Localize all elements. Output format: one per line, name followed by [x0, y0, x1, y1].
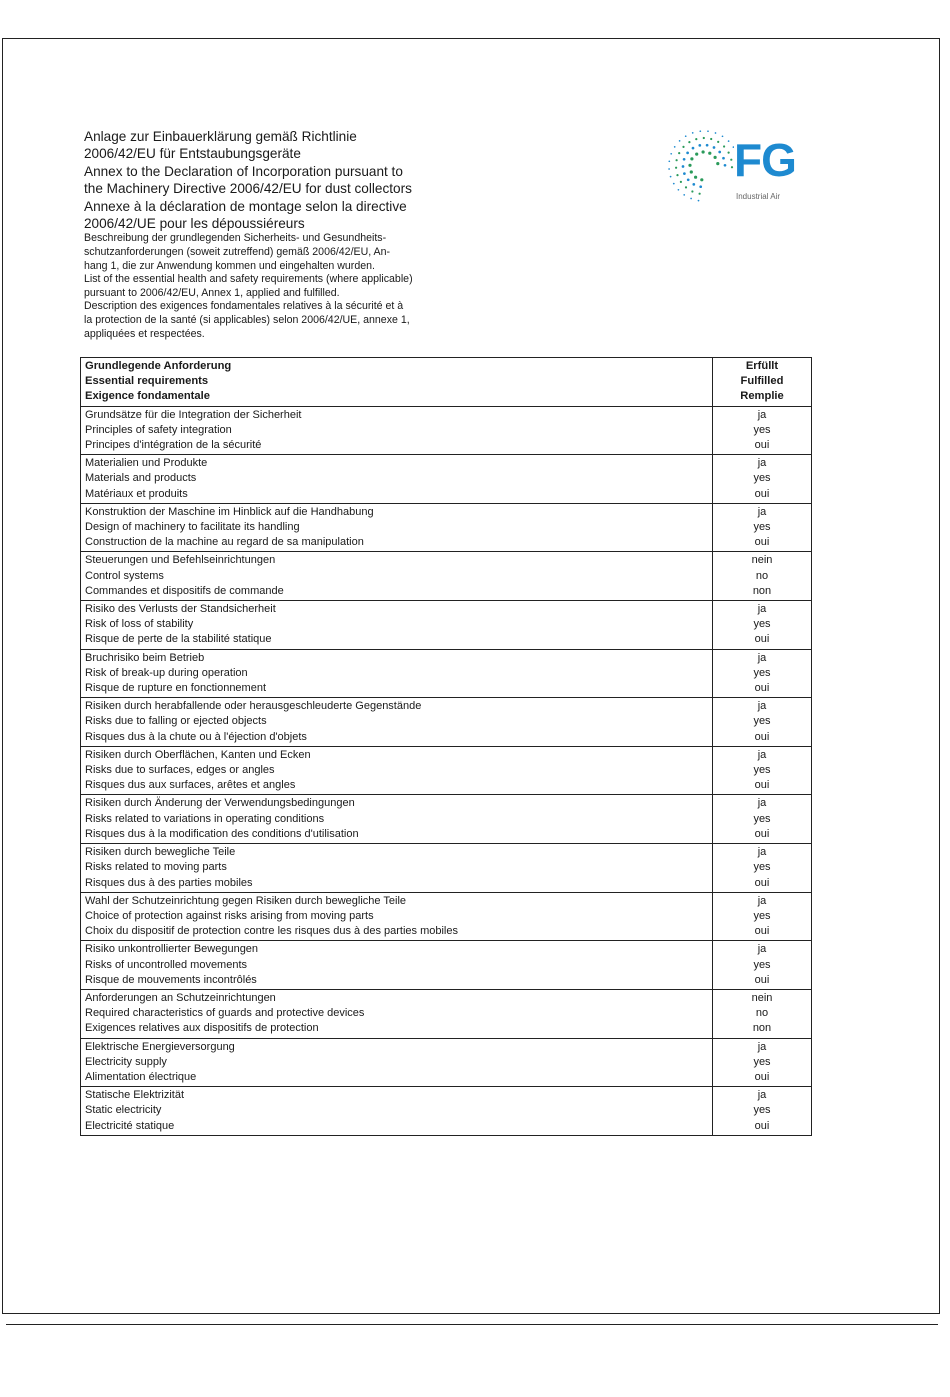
fulfilled-cell-line: yes — [753, 909, 771, 922]
logo-dot — [702, 150, 705, 153]
description-line: List of the essential health and safety requirements (where applicable) — [84, 273, 413, 286]
table-row — [81, 649, 812, 698]
requirement-cell-line: Electricity supply — [85, 1055, 167, 1068]
fulfilled-cell-line: ja — [757, 943, 767, 956]
logo-dot — [676, 159, 678, 161]
title-line: 2006/42/UE pour les dépoussiéreurs — [84, 216, 305, 232]
fulfilled-cell-line: ja — [757, 748, 767, 761]
logo-dot — [698, 200, 700, 202]
document-heading — [84, 128, 644, 341]
logo-dot — [698, 144, 701, 147]
logo-dot — [728, 152, 730, 154]
requirement-cell-line: Anforderungen an Schutzeinrichtungen — [85, 991, 276, 1004]
fulfilled-cell-line: oui — [754, 1070, 770, 1083]
logo-dot — [692, 132, 694, 134]
fulfilled-cell-line: ja — [757, 603, 767, 616]
requirement-cell — [81, 989, 713, 1038]
fulfilled-cell-line: ja — [757, 1040, 767, 1053]
fulfilled-cell-line: no — [755, 1007, 769, 1020]
fulfilled-cell-line: ja — [757, 1089, 767, 1102]
title-line: the Machinery Directive 2006/42/EU for dust collectors — [84, 181, 412, 197]
logo-dot — [673, 183, 675, 185]
requirement-cell-line: Exigences relatives aux dispositifs de protection — [85, 1022, 319, 1035]
requirement-cell — [81, 601, 713, 650]
logo-dot — [683, 172, 686, 175]
logo-dot — [670, 176, 672, 178]
requirements-table — [80, 357, 812, 1136]
fulfilled-cell — [713, 1087, 812, 1136]
requirement-cell-line: Design of machinery to facilitate its handling — [85, 521, 300, 534]
header-requirement-line: Exigence fondamentale — [85, 390, 210, 403]
table-row — [81, 941, 812, 990]
description-line: hang 1, die zur Anwendung kommen und eingehalten wurden. — [84, 259, 375, 272]
logo-dot — [706, 144, 709, 147]
requirement-cell-line: Risks related to variations in operating conditions — [85, 812, 325, 825]
logo-dot — [676, 174, 678, 176]
fulfilled-cell-line: ja — [757, 700, 767, 713]
title-line: Annex to the Declaration of Incorporation pursuant to — [84, 163, 403, 179]
requirement-cell-line: Principles of safety integration — [85, 423, 232, 436]
fulfilled-cell-line: oui — [754, 487, 770, 500]
logo-dot — [731, 166, 733, 168]
fulfilled-cell-line: oui — [754, 536, 770, 549]
logo-dot — [722, 135, 724, 137]
title-line: 2006/42/EU für Entstaubungsgeräte — [84, 146, 301, 162]
requirement-cell — [81, 503, 713, 552]
fulfilled-cell-line: nein — [751, 554, 773, 567]
requirement-cell-line: Risques dus à des parties mobiles — [85, 876, 253, 889]
header-fulfilled-line: Erfüllt — [745, 360, 779, 372]
requirement-cell-line: Risiko des Verlusts der Standsicherheit — [85, 603, 276, 616]
table-row — [81, 746, 812, 795]
logo-dot — [700, 178, 703, 181]
fulfilled-cell — [713, 746, 812, 795]
fulfilled-cell — [713, 989, 812, 1038]
fulfilled-cell-line: yes — [753, 715, 771, 728]
logo-dot — [678, 189, 680, 191]
table-row — [81, 406, 812, 455]
logo-dot — [730, 159, 732, 161]
table-header-row — [81, 358, 812, 407]
fulfilled-cell-line: yes — [753, 812, 771, 825]
logo-dot — [690, 157, 693, 160]
fulfilled-cell — [713, 455, 812, 504]
requirement-cell-line: Risque de mouvements incontrôlés — [85, 973, 257, 986]
logo-dot — [678, 152, 680, 154]
fulfilled-cell-line: oui — [754, 682, 770, 695]
requirement-cell-line: Materialien und Produkte — [85, 457, 208, 470]
logo-dot — [686, 152, 689, 155]
logo-dot — [703, 137, 705, 139]
fulfilled-cell — [713, 552, 812, 601]
fulfilled-cell-line: ja — [757, 408, 767, 421]
fulfilled-cell-line: oui — [754, 633, 770, 646]
requirement-cell-line: Risiken durch herabfallende oder herausgeschleuderte Gegenstände — [85, 700, 422, 713]
description-line: Description des exigences fondamentales relatives à la sécurité et à — [84, 300, 404, 313]
logo-dot — [682, 165, 685, 168]
logo-dot — [691, 190, 693, 192]
logo-dot — [699, 130, 701, 132]
requirement-cell-line: Risque de perte de la stabilité statique — [85, 633, 272, 646]
fulfilled-cell-line: ja — [757, 457, 767, 470]
title-line: Annexe à la déclaration de montage selon la directive — [84, 198, 407, 214]
logo-dot — [683, 194, 685, 196]
fulfilled-cell-line: oui — [754, 439, 770, 452]
table-row — [81, 503, 812, 552]
logo-dot-swirl-icon — [660, 124, 734, 208]
requirement-cell-line: Risiko unkontrollierter Bewegungen — [85, 943, 259, 956]
logo-dot — [685, 186, 687, 188]
fulfilled-cell-line: oui — [754, 876, 770, 889]
requirement-cell-line: Risque de rupture en fonctionnement — [85, 682, 267, 695]
requirement-cell-line: Bruchrisiko beim Betrieb — [85, 651, 205, 664]
requirement-cell-line: Risques dus à la modification des conditions d'utilisation — [85, 827, 359, 840]
fulfilled-cell — [713, 941, 812, 990]
requirement-cell-line: Elektrische Energieversorgung — [85, 1040, 235, 1053]
logo-dot — [670, 153, 672, 155]
requirement-cell-line: Choix du dispositif de protection contre les risques dus à des parties mobiles — [85, 925, 458, 938]
footer-rule — [6, 1324, 938, 1325]
logo-dot — [682, 146, 684, 148]
fulfilled-cell — [713, 601, 812, 650]
fulfilled-cell-line: ja — [757, 797, 767, 810]
logo-dot — [714, 156, 717, 159]
logo-dot — [680, 181, 682, 183]
table-row — [81, 455, 812, 504]
logo-dot — [690, 198, 692, 200]
requirement-cell-line: Materials and products — [85, 472, 197, 485]
logo-dot — [723, 145, 725, 147]
description-line: Beschreibung der grundlegenden Sicherheits- und Gesundheits- — [84, 232, 387, 245]
logo-dot — [690, 170, 693, 173]
requirement-cell — [81, 892, 713, 941]
fg-logo — [660, 124, 816, 208]
logo-dot — [692, 147, 695, 150]
fulfilled-cell-line: oui — [754, 827, 770, 840]
logo-dot — [688, 164, 691, 167]
requirement-cell-line: Static electricity — [85, 1104, 162, 1117]
fulfilled-cell — [713, 406, 812, 455]
fulfilled-cell-line: oui — [754, 779, 770, 792]
fulfilled-cell-line: yes — [753, 521, 771, 534]
requirement-cell — [81, 1087, 713, 1136]
fulfilled-cell-line: yes — [753, 618, 771, 631]
requirement-cell-line: Statische Elektrizität — [85, 1089, 185, 1102]
fulfilled-cell-line: yes — [753, 958, 771, 971]
requirement-cell-line: Grundsätze für die Integration der Sicherheit — [85, 408, 302, 421]
requirement-cell-line: Construction de la machine au regard de sa manipulation — [85, 536, 364, 549]
description-line: pursuant to 2006/42/EU, Annex 1, applied and fulfilled. — [84, 286, 340, 299]
requirement-cell-line: Commandes et dispositifs de commande — [85, 584, 284, 597]
fulfilled-cell-line: yes — [753, 1104, 771, 1117]
logo-dot — [688, 141, 690, 143]
fulfilled-cell-line: yes — [753, 861, 771, 874]
fulfilled-cell-line: yes — [753, 1055, 771, 1068]
logo-dot — [699, 193, 701, 195]
fulfilled-cell-line: ja — [757, 651, 767, 664]
logo-dot — [674, 146, 676, 148]
description-line: la protection de la santé (si applicables) selon 2006/42/UE, annexe 1, — [84, 314, 410, 326]
header-requirement — [81, 358, 713, 407]
table-row — [81, 1038, 812, 1087]
logo-dot — [713, 146, 716, 149]
fulfilled-cell-line: ja — [757, 894, 767, 907]
table-row — [81, 1087, 812, 1136]
requirement-cell — [81, 406, 713, 455]
logo-dot — [679, 140, 681, 142]
fulfilled-cell — [713, 795, 812, 844]
table-row — [81, 698, 812, 747]
fulfilled-cell — [713, 649, 812, 698]
requirement-cell-line: Konstruktion der Maschine im Hinblick auf die Handhabung — [85, 505, 374, 518]
logo-dot — [707, 130, 709, 132]
logo-dot — [728, 140, 730, 142]
table-row — [81, 844, 812, 893]
requirement-cell-line: Choice of protection against risks arising from moving parts — [85, 909, 374, 922]
table-row — [81, 892, 812, 941]
description-line: schutzanforderungen (soweit zutreffend) gemäß 2006/42/EU, An- — [84, 246, 391, 259]
logo-dot — [668, 160, 670, 162]
logo-dot — [722, 157, 725, 160]
fulfilled-cell-line: oui — [754, 730, 770, 743]
header-requirement-line: Grundlegende Anforderung — [85, 360, 232, 372]
fulfilled-cell — [713, 503, 812, 552]
requirement-cell — [81, 649, 713, 698]
requirement-cell-line: Risiken durch bewegliche Teile — [85, 846, 236, 859]
table-row — [81, 989, 812, 1038]
fulfilled-cell-line: no — [755, 569, 769, 582]
logo-dot — [718, 151, 721, 154]
logo-dot — [694, 176, 697, 179]
requirement-cell — [81, 552, 713, 601]
requirement-cell — [81, 746, 713, 795]
logo-dot — [710, 138, 712, 140]
logo-dot — [708, 152, 711, 155]
logo-dot — [724, 164, 727, 167]
requirement-cell — [81, 455, 713, 504]
logo-text: FG — [734, 134, 796, 186]
requirement-cell-line: Risks of uncontrolled movements — [85, 958, 248, 971]
requirement-cell — [81, 844, 713, 893]
requirement-cell-line: Risks due to surfaces, edges or angles — [85, 764, 275, 777]
title-line: Anlage zur Einbauerklärung gemäß Richtlinie — [84, 129, 357, 144]
logo-subtitle: Industrial Air — [736, 192, 781, 201]
description-line: appliquées et respectées. — [84, 327, 205, 340]
requirement-cell-line: Risques dus à la chute ou à l'éjection d'objets — [85, 730, 307, 743]
fulfilled-cell — [713, 892, 812, 941]
fulfilled-cell-line: yes — [753, 764, 771, 777]
logo-dot — [685, 135, 687, 137]
requirement-cell-line: Risiken durch Änderung der Verwendungsbedingungen — [85, 797, 355, 810]
requirement-cell-line: Principes d'intégration de la sécurité — [85, 439, 262, 452]
logo-dot — [695, 138, 697, 140]
requirement-cell — [81, 941, 713, 990]
requirement-cell-line: Matériaux et produits — [85, 487, 188, 500]
fulfilled-cell-line: ja — [757, 846, 767, 859]
requirement-cell — [81, 795, 713, 844]
requirement-cell-line: Risiken durch Oberflächen, Kanten und Ecken — [85, 748, 311, 761]
fulfilled-cell-line: non — [752, 584, 772, 597]
fulfilled-cell-line: yes — [753, 472, 771, 485]
logo-dot — [715, 132, 717, 134]
logo-dot — [716, 162, 719, 165]
requirement-cell-line: Risk of loss of stability — [85, 618, 194, 631]
logo-dot — [699, 185, 702, 188]
logo-dot — [683, 158, 686, 161]
fulfilled-cell — [713, 844, 812, 893]
document-description — [84, 232, 644, 341]
header-fulfilled-line: Remplie — [740, 390, 784, 403]
requirement-cell-line: Required characteristics of guards and protective devices — [85, 1007, 365, 1020]
logo-dot — [668, 168, 670, 170]
requirement-cell — [81, 698, 713, 747]
requirement-cell-line: Wahl der Schutzeinrichtung gegen Risiken durch bewegliche Teile — [85, 894, 407, 907]
table-row — [81, 552, 812, 601]
requirement-cell-line: Alimentation électrique — [85, 1070, 197, 1083]
fulfilled-cell-line: yes — [753, 666, 771, 679]
header-fulfilled — [713, 358, 812, 407]
requirement-cell-line: Electricité statique — [85, 1119, 175, 1132]
fulfilled-cell-line: oui — [754, 973, 770, 986]
requirement-cell-line: Control systems — [85, 569, 164, 582]
requirement-cell-line: Risk of break-up during operation — [85, 666, 248, 679]
header-requirement-line: Essential requirements — [85, 375, 209, 388]
header-fulfilled-line: Fulfilled — [740, 375, 784, 388]
fulfilled-cell-line: non — [752, 1022, 772, 1035]
requirement-cell-line: Risks due to falling or ejected objects — [85, 715, 267, 728]
fulfilled-cell-line: oui — [754, 925, 770, 938]
document-title — [84, 128, 644, 232]
logo-dot — [675, 167, 677, 169]
fulfilled-cell — [713, 1038, 812, 1087]
logo-dot — [692, 183, 695, 186]
fulfilled-cell-line: ja — [757, 505, 767, 518]
logo-dot — [687, 178, 690, 181]
requirement-cell-line: Risks related to moving parts — [85, 861, 227, 874]
table-row — [81, 795, 812, 844]
logo-dot — [695, 153, 698, 156]
requirement-cell-line: Risques dus aux surfaces, arêtes et angles — [85, 779, 296, 792]
requirement-cell — [81, 1038, 713, 1087]
table-row — [81, 601, 812, 650]
logo-dot — [717, 141, 719, 143]
fulfilled-cell — [713, 698, 812, 747]
requirement-cell-line: Steuerungen und Befehlseinrichtungen — [85, 554, 276, 567]
fulfilled-cell-line: nein — [751, 991, 773, 1004]
fulfilled-cell-line: oui — [754, 1119, 770, 1132]
fulfilled-cell-line: yes — [753, 423, 771, 436]
